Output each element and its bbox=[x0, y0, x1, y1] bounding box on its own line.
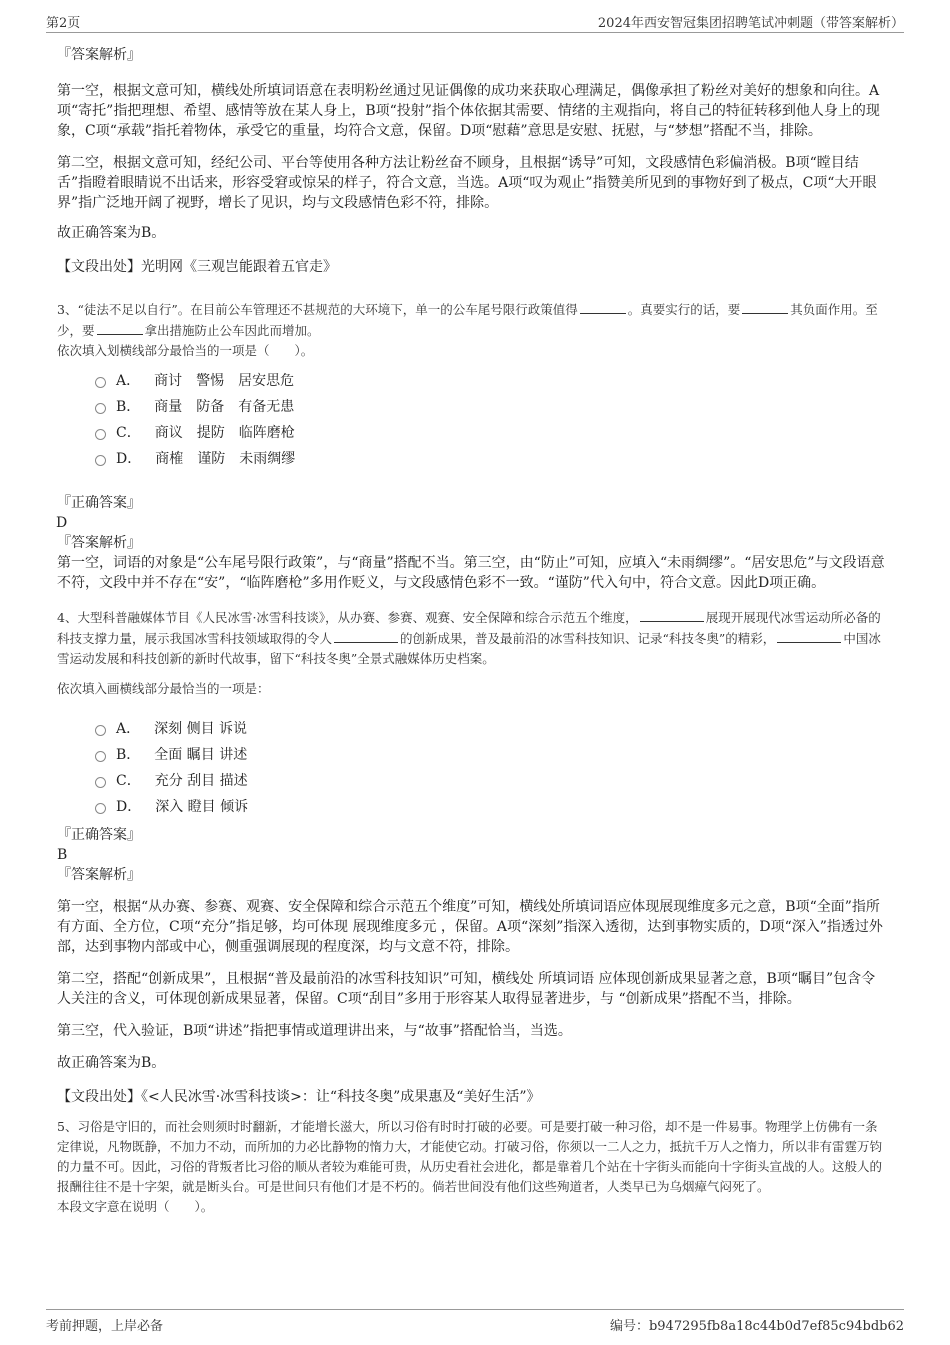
radio-icon[interactable] bbox=[95, 429, 106, 440]
radio-icon[interactable] bbox=[95, 725, 106, 736]
q4-analysis-para-3: 第三空，代入验证，B项“讲述”指把事情或道理讲出来，与“故事”搭配恰当，当选。 bbox=[57, 1023, 572, 1039]
q4-prompt: 依次填入画横线部分最恰当的一项是： bbox=[57, 681, 270, 696]
q3-analysis: 第一空，词语的对象是“公车尾号限行政策”，与“商量”搭配不当。第三空，由“防止”可知，应填入“未雨绸缪”。“居安思危”与文段语意不符，文段中并不存在“安”，“临阵磨枪”多用作贬义，与文段感情色彩不一致。“谨防”代入句中，符合文意。因此D项正确。 bbox=[57, 555, 885, 591]
page-footer bbox=[46, 1309, 904, 1334]
q5-stem: 5、习俗是守旧的，而社会则须时时翻新，才能增长滋大，所以习俗有时时打破的必要。可是要打破一种习俗，却不是一件易事。物理学上仿佛有一条定律说，凡物既静，不加力不动，而所加的力必比静物的惰力大，才能使它动。打破习俗，你须以一二人之力，抵抗千万人之惰力，所以非有雷霆万钧的力量不可。因此，习俗的背叛者比习俗的顺从者较为难能可贵，从历史看社会进化，都是靠着几个站在十字街头而能向十字街头宣战的人。这般人的报酬往往不是十字架，就是断头台。可是世间只有他们才是不朽的。倘若世间没有他们这些殉道者，人类早已为乌烟瘴气闷死了。 bbox=[57, 1119, 883, 1194]
q3-option-b[interactable]: B． 商量 防备 有备无患 bbox=[95, 393, 889, 419]
document-serial: 编号：b947295fb8a18c44b0d7ef85c94bdb62 bbox=[609, 1319, 904, 1334]
radio-icon[interactable] bbox=[95, 377, 106, 388]
q4-analysis-label: 『答案解析』 bbox=[57, 867, 141, 883]
q3-blank-2 bbox=[742, 299, 788, 314]
document-title: 2024年西安智冠集团招聘笔试冲刺题（带答案解析） bbox=[597, 16, 904, 31]
page-number: 第2页 bbox=[46, 16, 81, 31]
q4-option-b[interactable]: B． 全面 瞩目 讲述 bbox=[95, 741, 889, 767]
q2-analysis-para-2: 第二空，根据文意可知，经纪公司、平台等使用各种方法让粉丝奋不顾身，且根据“诱导”可知，文段感情色彩偏消极。B项“瞠目结舌”指瞪着眼睛说不出话来，形容受窘或惊呆的样子，符合文意，当选。A项“叹为观止”指赞美所见到的事物好到了极点，C项“大开眼界”指广泛地开阔了视野，增长了见识，均与文段感情色彩不符，排除。 bbox=[57, 155, 877, 211]
q4-analysis-para-2: 第二空，搭配“创新成果”，且根据“普及最前沿的冰雪科技知识”可知，横线处 所填词语 应体现创新成果显著之意，B项“瞩目”包含令人关注的含义，可体现创新成果显著，保留。C项“刮目”多用于形容某人取得显著进步，与 “创新成果”搭配不当，排除。 bbox=[57, 971, 876, 1007]
q4-stem: 4、大型科普融媒体节目《人民冰雪·冰雪科技谈》，从办赛、参赛、观赛、安全保障和综合示范五个维度， 展现开展现代冰雪运动所必备的科技支撑力量，展示我国冰雪科技领域取得的令人 的创新成果，普及最前沿的冰雪科技知识、记录“科技冬奥”的精彩， 中国冰雪运动发展和科技创新的新时代故事，留下“科技冬奥”全景式融媒体历史档案。 bbox=[57, 607, 889, 669]
q4-blank-2 bbox=[334, 628, 398, 643]
radio-icon[interactable] bbox=[95, 751, 106, 762]
q4-answer: B bbox=[57, 847, 68, 863]
q3-option-c[interactable]: C． 商议 提防 临阵磨枪 bbox=[95, 419, 889, 445]
q3-stem: 3、“徒法不足以自行”。在目前公车管理还不甚规范的大环境下，单一的公车尾号限行政策值得 。真要实行的话，要 其负面作用。至少，要 拿出措施防止公车因此而增加。 bbox=[57, 299, 889, 341]
q3-answer-label: 『正确答案』 bbox=[57, 495, 141, 511]
q4-blank-3 bbox=[777, 628, 841, 643]
page-content bbox=[57, 45, 889, 1217]
page-header bbox=[46, 12, 904, 33]
q3-answer: D bbox=[56, 515, 68, 531]
q4-conclusion: 故正确答案为B。 bbox=[57, 1055, 166, 1071]
radio-icon[interactable] bbox=[95, 803, 106, 814]
radio-icon[interactable] bbox=[95, 403, 106, 414]
q2-source: 【文段出处】光明网《三观岂能跟着五官走》 bbox=[57, 259, 337, 275]
q4-options bbox=[95, 715, 889, 819]
q2-conclusion: 故正确答案为B。 bbox=[57, 225, 166, 241]
q4-answer-label: 『正确答案』 bbox=[57, 827, 141, 843]
q3-prompt: 依次填入划横线部分最恰当的一项是（ ）。 bbox=[57, 343, 314, 358]
q4-option-d[interactable]: D． 深入 瞪目 倾诉 bbox=[95, 793, 889, 819]
q4-analysis-para-1: 第一空，根据“从办赛、参赛、观赛、安全保障和综合示范五个维度”可知，横线处所填词语应体现展现维度多元之意，B项“全面”指所有方面、全方位，C项“充分”指足够，均可体现 展现维度多元 ，保留。A项“深刻”指深入透彻，达到事物实质的，D项“深入”指透过外部，达到事物内部或中心，侧重强调展现的程度深，均与文意不符，排除。 bbox=[57, 899, 883, 955]
footer-slogan: 考前押题，上岸必备 bbox=[46, 1319, 164, 1334]
q3-option-d[interactable]: D． 商榷 谨防 未雨绸缪 bbox=[95, 445, 889, 471]
q2-analysis-para-1: 第一空，根据文意可知，横线处所填词语意在表明粉丝通过见证偶像的成功来获取心理满足，偶像承担了粉丝对美好的想象和向往。A项“寄托”指把理想、希望、感情等放在某人身上，B项“投射”指个体依据其需要、情绪的主观指向，将自己的特征转移到他人身上的现象，C项“承载”指托着物体，承受它的重量，均符合文意，保留。D项“慰藉”意思是安慰、抚慰，与“梦想”搭配不当，排除。 bbox=[57, 83, 880, 139]
radio-icon[interactable] bbox=[95, 455, 106, 466]
q3-options bbox=[95, 367, 889, 471]
q4-source: 【文段出处】《<人民冰雪·冰雪科技谈>：让“科技冬奥”成果惠及“美好生活”》 bbox=[57, 1089, 541, 1105]
q3-option-a[interactable]: A． 商讨 警惕 居安思危 bbox=[95, 367, 889, 393]
q4-option-c[interactable]: C． 充分 刮目 描述 bbox=[95, 767, 889, 793]
q3-analysis-label: 『答案解析』 bbox=[57, 535, 141, 551]
radio-icon[interactable] bbox=[95, 777, 106, 788]
q2-analysis-label: 『答案解析』 bbox=[57, 47, 141, 63]
q5-prompt: 本段文字意在说明（ ）。 bbox=[57, 1199, 214, 1214]
q4-blank-1 bbox=[640, 607, 704, 622]
q4-option-a[interactable]: A． 深刻 侧目 诉说 bbox=[95, 715, 889, 741]
q3-blank-3 bbox=[97, 320, 143, 335]
q3-blank-1 bbox=[580, 299, 626, 314]
